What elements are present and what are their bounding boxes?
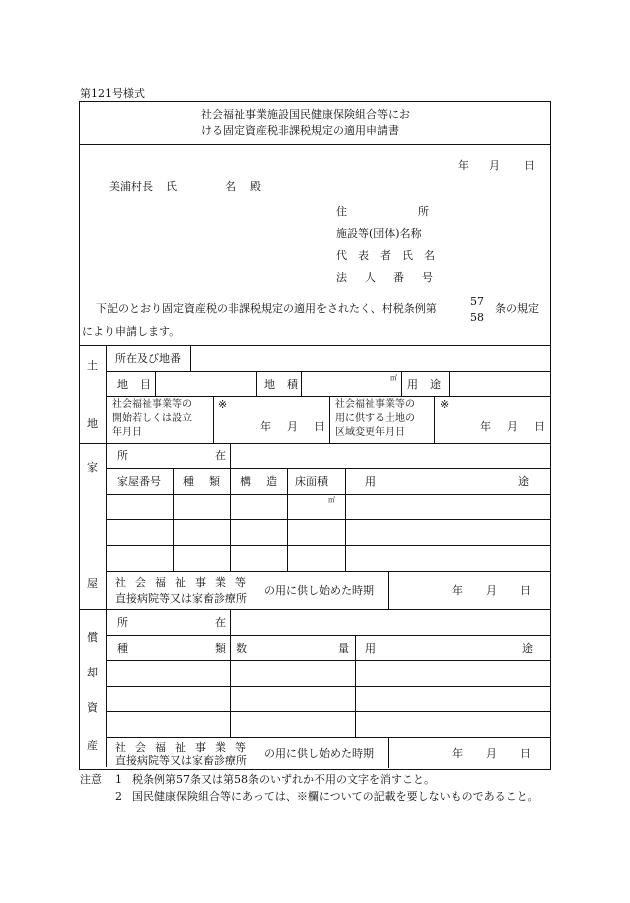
address-label-a: 住 xyxy=(336,205,347,218)
dep-side-3: 資 xyxy=(87,701,98,714)
dep-shozai-b: 在 xyxy=(215,616,226,629)
dep-col-kind-b: 類 xyxy=(215,642,226,655)
land-start-year: 年 xyxy=(260,420,271,433)
land-side-1: 土 xyxy=(87,359,98,372)
land-youto-b: 途 xyxy=(430,378,441,391)
addressee-shi: 氏 xyxy=(166,180,177,193)
dep-col-use-b: 途 xyxy=(522,642,533,655)
land-use-mark: ※ xyxy=(440,398,450,411)
land-chimoku-a: 地 xyxy=(117,378,128,391)
house-m2-unit: ㎡ xyxy=(328,496,335,504)
land-use-year: 年 xyxy=(480,420,491,433)
notes-label: 注意 xyxy=(80,773,102,786)
dep-col-qty-b: 量 xyxy=(338,642,349,655)
date-year: 年 xyxy=(458,159,469,172)
land-start-month: 月 xyxy=(287,420,298,433)
house-footer-month: 月 xyxy=(486,584,497,597)
corp-c3: 号 xyxy=(422,271,433,284)
dep-side-2: 却 xyxy=(87,666,98,679)
house-footer-day: 日 xyxy=(520,584,531,597)
dep-footer-c6: 等 xyxy=(235,741,246,754)
dep-footer-c4: 事 xyxy=(195,741,206,754)
addressee-den: 殿 xyxy=(250,180,261,193)
note-1-text: 税条例第57条又は第58条のいずれか不用の文字を消すこと。 xyxy=(132,773,435,786)
house-footer-c3: 祉 xyxy=(175,576,186,589)
dep-footer-c1: 会 xyxy=(135,741,146,754)
dep-footer-l2: 直接病院等又は家畜診療所 xyxy=(115,754,247,767)
title-line-1: 社会福祉事業施設国民健康保険組合等にお xyxy=(201,108,410,121)
rep-c3: 氏 xyxy=(402,249,413,262)
dep-col-kind-a: 種 xyxy=(117,642,128,655)
land-start-mark: ※ xyxy=(218,398,228,411)
house-side-1: 家 xyxy=(87,461,98,474)
note-1-number: 1 xyxy=(115,773,122,786)
land-use-month: 月 xyxy=(507,420,518,433)
dep-footer-mid: の用に供し始めた時期 xyxy=(264,747,374,760)
house-footer-year: 年 xyxy=(452,584,463,597)
house-footer-c0: 社 xyxy=(115,576,126,589)
request-line-2: により申請します。 xyxy=(82,325,181,338)
article-57: 57 xyxy=(470,295,484,308)
dep-footer-c2: 福 xyxy=(155,741,166,754)
corp-c1: 人 xyxy=(365,271,376,284)
dep-footer-c3: 祉 xyxy=(175,741,186,754)
dep-footer-year: 年 xyxy=(452,747,463,760)
land-chiseki-b: 積 xyxy=(287,378,298,391)
house-col-kind-b: 類 xyxy=(209,475,220,488)
rep-c4: 名 xyxy=(424,249,435,262)
house-col-struct-b: 造 xyxy=(266,475,277,488)
land-start-l3: 年月日 xyxy=(112,427,142,438)
land-start-day: 日 xyxy=(314,420,325,433)
request-line-1-end: 条の規定 xyxy=(495,302,539,315)
house-footer-c4: 事 xyxy=(195,576,206,589)
dep-col-qty-a: 数 xyxy=(236,642,247,655)
form-frame xyxy=(79,101,551,770)
land-use-day: 日 xyxy=(534,420,545,433)
note-2-text: 国民健康保険組合等にあっては、※欄についての記載を要しないものであること。 xyxy=(132,790,539,803)
house-col-number: 家屋番号 xyxy=(117,475,161,488)
dep-shozai-a: 所 xyxy=(117,616,128,629)
house-col-use-a: 用 xyxy=(365,475,376,488)
address-label-b: 所 xyxy=(418,205,429,218)
facility-name-label: 施設等(団体)名称 xyxy=(336,227,422,240)
land-side-2: 地 xyxy=(87,417,98,430)
land-start-l1: 社会福祉事業等の xyxy=(112,399,192,410)
land-youto-a: 用 xyxy=(407,378,418,391)
note-2-number: 2 xyxy=(115,790,122,803)
dep-footer-l1 xyxy=(115,742,246,753)
house-footer-l1 xyxy=(115,577,246,588)
house-shozai-a: 所 xyxy=(117,449,128,462)
land-start-l2: 開始若しくは設立 xyxy=(112,413,192,424)
land-use-l3: 区域変更年月日 xyxy=(335,427,405,438)
dep-footer-month: 月 xyxy=(486,747,497,760)
house-footer-mid: の用に供し始めた時期 xyxy=(264,584,374,597)
house-footer-c2: 福 xyxy=(155,576,166,589)
dep-col-use-a: 用 xyxy=(365,642,376,655)
rep-c0: 代 xyxy=(336,249,347,262)
land-chiseki-a: 地 xyxy=(264,378,275,391)
dep-footer-day: 日 xyxy=(520,747,531,760)
date-day: 日 xyxy=(524,159,535,172)
house-footer-c1: 会 xyxy=(135,576,146,589)
house-shozai-b: 在 xyxy=(215,449,226,462)
land-location-label: 所在及び地番 xyxy=(115,352,181,365)
mayor-label: 美浦村長 xyxy=(109,180,153,193)
house-col-use-b: 途 xyxy=(518,475,529,488)
house-side-2: 屋 xyxy=(87,577,98,590)
rep-c2: 者 xyxy=(380,249,391,262)
house-col-kind-a: 種 xyxy=(183,475,194,488)
house-footer-c5: 業 xyxy=(215,576,226,589)
land-m2-unit: ㎡ xyxy=(390,374,397,382)
addressee-mei: 名 xyxy=(225,180,236,193)
dep-footer-c0: 社 xyxy=(115,741,126,754)
corp-c2: 番 xyxy=(393,271,404,284)
dep-side-1: 償 xyxy=(87,631,98,644)
request-line-1: 下記のとおり固定資産税の非課税規定の適用をされたく、村税条例第 xyxy=(96,302,437,315)
form-number: 第121号様式 xyxy=(80,87,145,100)
rep-c1: 表 xyxy=(358,249,369,262)
corp-c0: 法 xyxy=(336,271,347,284)
house-footer-l2: 直接病院等又は家畜診療所 xyxy=(115,592,247,605)
dep-footer-c5: 業 xyxy=(215,741,226,754)
land-use-l2: 用に供する土地の xyxy=(335,413,415,424)
house-footer-c6: 等 xyxy=(235,576,246,589)
dep-side-4: 産 xyxy=(87,739,98,752)
title-line-2: ける固定資産税非課税規定の適用申請書 xyxy=(201,124,399,137)
land-chimoku-b: 目 xyxy=(140,378,151,391)
house-col-area: 床面積 xyxy=(295,475,328,488)
house-col-struct-a: 構 xyxy=(240,475,251,488)
article-58: 58 xyxy=(470,311,484,324)
date-month: 月 xyxy=(489,159,500,172)
land-use-l1: 社会福祉事業等の xyxy=(335,399,415,410)
